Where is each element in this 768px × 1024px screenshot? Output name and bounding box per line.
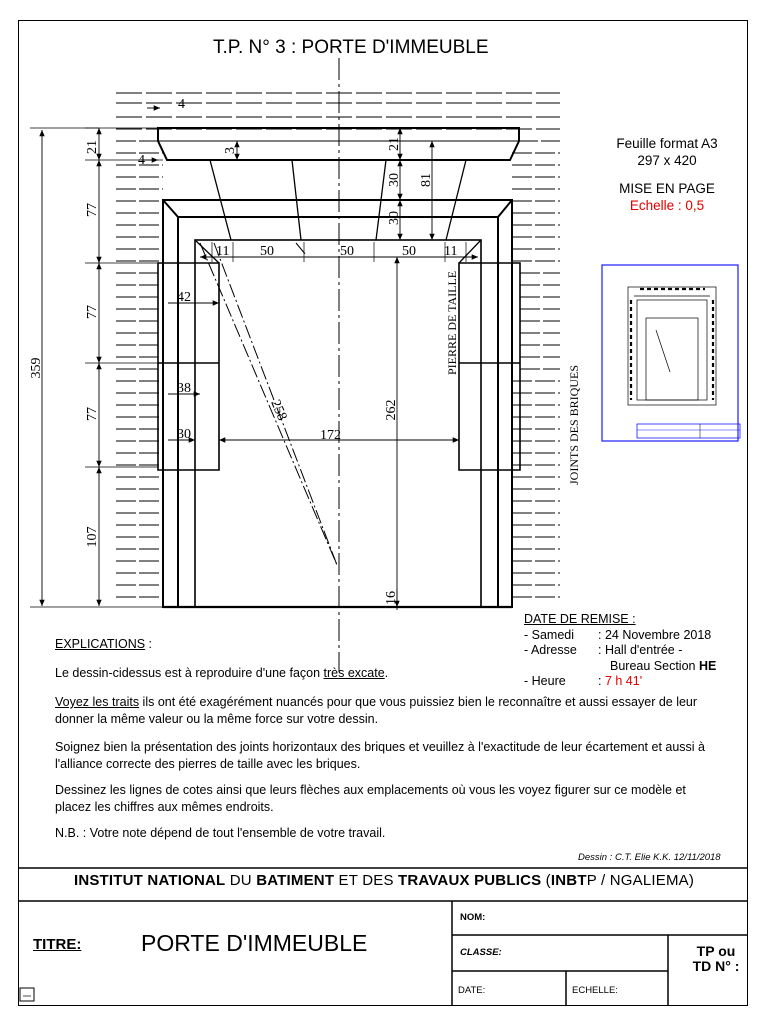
sheet-size: 297 x 420: [637, 153, 697, 168]
address-label: - Adresse: [524, 643, 577, 657]
tp-number-field[interactable]: [680, 944, 752, 974]
explanations-heading: [55, 637, 152, 651]
inst-w1: INSTITUT NATIONAL: [73, 872, 226, 889]
dim-course-base: 107: [85, 526, 100, 548]
titre-label: TITRE:: [33, 936, 82, 953]
explanation-paragraph-1: [55, 665, 723, 682]
day-label: - Samedi: [524, 627, 575, 642]
sheet-format: Feuille format A3: [616, 136, 718, 151]
classe-field[interactable]: CLASSE:: [460, 947, 502, 958]
dim-diagonal: 258: [267, 397, 290, 423]
p2-text: ils ont été exagérément nuancés pour que vous puissiez bien le reconnaître et aussi essayer de leur donner la même valeur ou la même force sur votre dessin.: [55, 695, 698, 726]
dim-course-1: 77: [85, 203, 100, 217]
dim-top-11-left: 11: [216, 244, 230, 259]
p1-emphasis: très excate: [323, 666, 385, 680]
label-pierre: PIERRE DE TAILLE: [445, 270, 459, 375]
delivery-heading: DATE DE REMISE :: [524, 612, 636, 626]
dim-lintel-b: 30: [387, 211, 402, 225]
page-title: T.P. N° 3 : PORTE D'IMMEUBLE: [213, 37, 489, 58]
explanations-title: EXPLICATIONS: [55, 637, 146, 651]
left-brickwork: [116, 141, 163, 597]
tp-label-1: TP ou: [696, 943, 736, 959]
inst-w7: INBT: [550, 872, 587, 889]
dim-jamb-30: 30: [177, 427, 191, 442]
echelle-field[interactable]: ECHELLE:: [572, 985, 618, 996]
dim-lintel-a: 30: [387, 173, 402, 187]
dim-cornice-height: 21: [85, 140, 100, 154]
time-sep: :: [598, 674, 605, 688]
date-field[interactable]: DATE:: [458, 985, 486, 996]
p2-emphasis: Voyez les traits: [55, 695, 140, 709]
explanations-colon: :: [145, 637, 153, 651]
address-section: HE: [698, 658, 717, 673]
drawing-credit: Dessin : C.T. Elie K.K. 12/11/2018: [578, 852, 721, 863]
label-joints: JOINTS DES BRIQUES: [567, 364, 581, 485]
dim-jamb-42: 42: [177, 290, 191, 305]
sheet-info: [602, 135, 732, 214]
address-value-2: Bureau Section: [610, 658, 699, 673]
dim-opening-width: 172: [320, 428, 341, 443]
p1-end: .: [384, 666, 389, 680]
explanation-paragraph-4: Dessinez les lignes de cotes ainsi que leurs flèches aux emplacements où vous les voyez figurer sur ce modèle et placez les chiffres aux mêmes endroits.: [55, 783, 686, 814]
dim-top-50-b: 50: [340, 244, 354, 259]
dim-top-11-right: 11: [444, 244, 458, 259]
dim-overall-height: 359: [29, 357, 44, 379]
inst-w6: (: [541, 872, 551, 889]
dim-overhang-top: 4: [178, 97, 185, 112]
corner-box: [20, 988, 34, 1001]
dim-top-50-c: 50: [402, 244, 416, 259]
inst-w5: TRAVAUX PUBLICS: [398, 872, 542, 889]
explanation-paragraph-3: Soignez bien la présentation des joints horizontaux des briques et veuillez à l'exactitude de leur écartement et aussi à l'alliance correcte des pierres de taille avec les briques.: [55, 740, 705, 771]
p1-text: Le dessin-cidessus est à reproduire d'une façon: [55, 666, 324, 680]
inst-w2: DU: [225, 872, 257, 889]
inst-w8: P / NGALIEMA): [586, 872, 695, 889]
time-value: 7 h 41': [604, 674, 643, 688]
nom-field[interactable]: NOM:: [460, 912, 486, 923]
address-value: : Hall d'entrée -: [598, 643, 683, 657]
dim-lintel-total: 81: [419, 173, 434, 187]
dim-top-50-a: 50: [260, 244, 274, 259]
explanation-paragraph-2: [55, 694, 723, 727]
explanation-paragraph-5: N.B. : Votre note dépend de tout l'ensemble de votre travail.: [55, 826, 386, 840]
layout-thumbnail: [602, 265, 740, 441]
dim-opening-height: 262: [384, 399, 399, 421]
dim-course-3: 77: [85, 407, 100, 421]
dim-threshold: 16: [384, 591, 399, 605]
inst-w3: BATIMENT: [256, 872, 335, 889]
inst-w4: ET DES: [334, 872, 399, 889]
day-value: : 24 Novembre 2018: [598, 627, 712, 642]
tp-label-2: TD N° :: [692, 958, 740, 974]
dim-course-2: 77: [85, 305, 100, 319]
dim-cornice-depth: 3: [223, 147, 238, 154]
scale-label: Echelle : 0,5: [629, 198, 705, 213]
institution-name: [20, 872, 748, 889]
dimension-lines: [42, 108, 478, 610]
dim-overhang-side: 4: [138, 153, 145, 168]
titre-value: PORTE D'IMMEUBLE: [141, 930, 368, 956]
dim-jamb-38: 38: [177, 381, 191, 396]
time-label: - Heure: [524, 674, 566, 688]
mise-en-page: MISE EN PAGE: [619, 181, 715, 196]
dim-right-cornice: 21: [387, 137, 402, 151]
